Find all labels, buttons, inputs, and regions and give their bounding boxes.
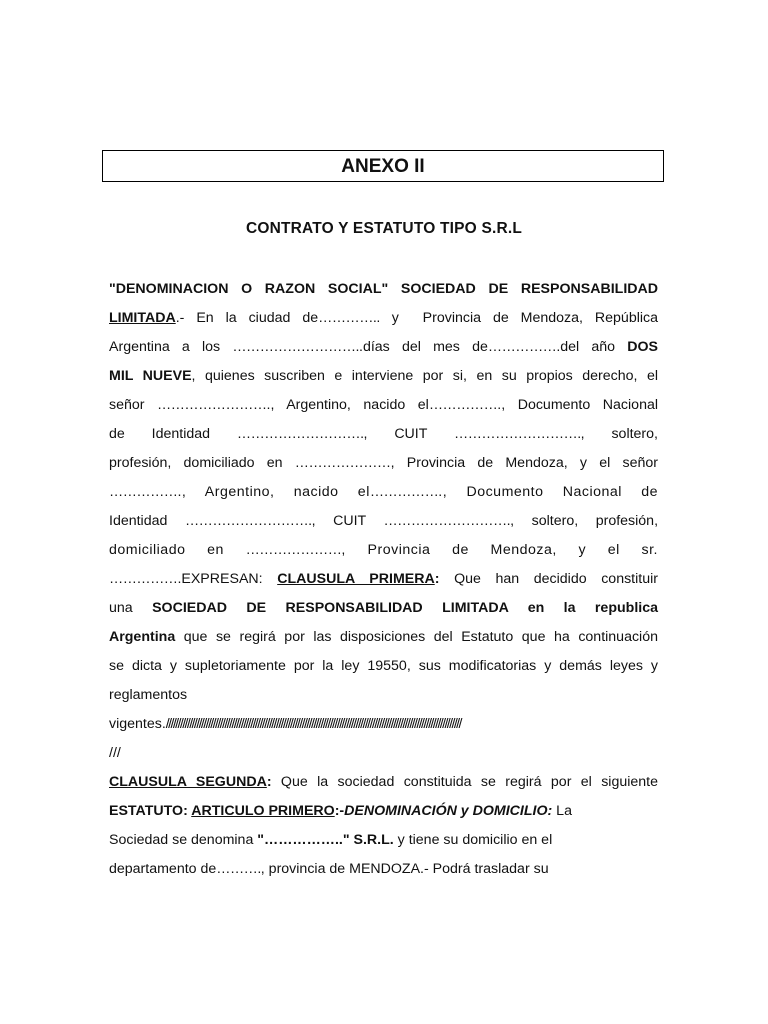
text-span: .días del mes de — [359, 339, 488, 355]
text-span: , Provincia de Mendoza, y el señor — [390, 455, 658, 471]
text-span: ., Argentino, nacido el — [266, 397, 429, 413]
text-span: , Provincia de Mendoza, y el sr. — [341, 542, 658, 558]
text-span: señor — [109, 397, 158, 413]
text-span: , provincia de MENDOZA.- Podrá trasladar su — [260, 861, 549, 877]
text-span: ………………………. — [184, 513, 312, 529]
body-line — [109, 830, 658, 850]
text-span: …………… — [487, 339, 557, 355]
separator-slashes: ////////////////////////////////////////////////////////////////////////////////////////////////////////////////////////////// — [165, 716, 461, 732]
text-span: Identidad — [109, 513, 185, 529]
text-span: ………….. — [318, 310, 380, 326]
body-line — [109, 424, 658, 444]
annex-title-box — [102, 150, 664, 182]
text-span: "…………….." S.R.L. — [257, 832, 394, 848]
text-span: y Provincia de Mendoza, República — [379, 310, 659, 326]
text-span: Argentina — [109, 629, 176, 645]
text-span: …………… — [428, 397, 498, 413]
text-span: ………………… — [245, 542, 342, 558]
text-span: …………… — [109, 484, 178, 500]
text-span: …………………… — [157, 397, 267, 413]
text-span: …………… — [109, 571, 178, 587]
text-span: domiciliado en — [109, 542, 246, 558]
text-span: LIMITADA — [109, 310, 176, 326]
text-span: , soltero, — [580, 426, 658, 442]
text-span: …………… — [369, 484, 439, 500]
text-span: ., Documento Nacional — [497, 397, 659, 413]
text-span: ………………………. — [232, 339, 359, 355]
body-line — [109, 540, 658, 560]
text-span: departamento de — [109, 861, 217, 877]
body-line — [109, 366, 658, 386]
text-span: ………………………. — [383, 513, 511, 529]
text-span: "DENOMINACION O RAZON SOCIAL" SOCIEDAD DE RESPONSABILIDAD — [109, 281, 658, 297]
text-span: Argentina a los — [109, 339, 233, 355]
text-span: .EXPRESAN: — [177, 571, 278, 587]
text-span: , soltero, profesión, — [510, 513, 659, 529]
text-span: .del año — [556, 339, 628, 355]
text-span: , quienes suscriben e interviene por si, en su propios derecho, el — [191, 368, 658, 384]
text-span: La — [552, 803, 572, 819]
text-span: Que han decidido constituir — [439, 571, 658, 587]
text-span: DOS — [627, 339, 658, 355]
body-line — [109, 656, 658, 676]
text-span: una — [109, 600, 153, 616]
text-span: , CUIT — [363, 426, 455, 442]
document-subtitle: CONTRATO Y ESTATUTO TIPO S.R.L — [245, 220, 523, 237]
body-line — [109, 511, 658, 531]
text-span: ARTICULO PRIMERO — [191, 803, 335, 819]
text-span: de Identidad — [109, 426, 237, 442]
text-span: CLAUSULA SEGUNDA — [109, 774, 267, 790]
body-line — [109, 714, 658, 734]
body-line — [109, 395, 658, 415]
text-span: ., Argentino, nacido el — [177, 484, 370, 500]
text-span: reglamentos — [109, 687, 188, 703]
text-span: : — [266, 774, 272, 790]
text-span: Sociedad se denomina — [109, 832, 258, 848]
text-span: profesión, domiciliado en — [109, 455, 295, 471]
body-line — [109, 482, 658, 502]
text-span: /// — [109, 745, 121, 761]
body-line — [109, 859, 658, 879]
body-line — [109, 598, 658, 618]
text-span: ESTATUTO: — [109, 803, 192, 819]
body-line — [109, 337, 658, 357]
body-line — [109, 772, 658, 792]
body-line — [109, 801, 658, 821]
body-line — [109, 743, 658, 763]
text-span: .- En la ciudad de — [175, 310, 319, 326]
text-span: que se regirá por las disposiciones del Estatuto que ha continuación — [175, 629, 658, 645]
text-span: se dicta y supletoriamente por la ley 19550, sus modificatorias y demás leyes y — [109, 658, 658, 674]
text-span: DENOMINACIÓN y DOMICILIO: — [344, 803, 553, 819]
annex-title: ANEXO II — [341, 156, 425, 177]
text-span: Que la sociedad constituida se regirá por el siguiente — [271, 774, 658, 790]
text-span: , CUIT — [311, 513, 384, 529]
text-span: CLAUSULA PRIMERA — [277, 571, 435, 587]
body-line — [109, 569, 658, 589]
text-span: ………. — [216, 861, 261, 877]
body-line — [109, 685, 658, 705]
text-span: SOCIEDAD DE RESPONSABILIDAD LIMITADA en la republica — [152, 600, 658, 616]
text-span: : — [434, 571, 440, 587]
body-line — [109, 279, 658, 299]
text-span: ………………… — [294, 455, 391, 471]
body-line — [109, 627, 658, 647]
text-span: ………………………. — [454, 426, 581, 442]
text-span: vigentes. — [109, 716, 166, 732]
body-line — [109, 453, 658, 473]
text-span: y tiene su domicilio en el — [393, 832, 553, 848]
text-span: ., Documento Nacional de — [438, 484, 659, 500]
body-line — [109, 308, 658, 328]
text-span: MIL NUEVE — [109, 368, 192, 384]
text-span: ………………………. — [236, 426, 364, 442]
text-span: :- — [334, 803, 345, 819]
